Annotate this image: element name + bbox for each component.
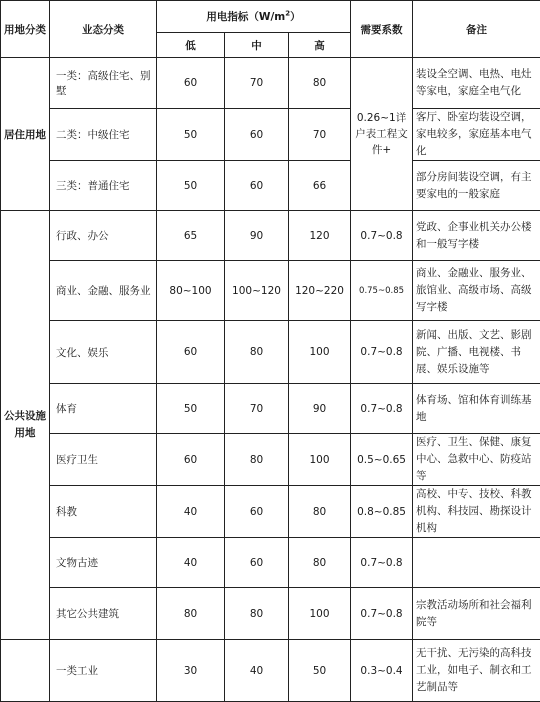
business-type: 二类：中级住宅: [50, 109, 157, 161]
value-high: 120~220: [289, 261, 351, 321]
header-business-category: 业态分类: [50, 1, 157, 58]
business-type: 体育: [50, 384, 157, 434]
value-high: 100: [289, 588, 351, 640]
header-row-1: [1, 1, 540, 33]
value-high: 70: [289, 109, 351, 161]
table-row: [1, 640, 540, 702]
remark: 体育场、馆和体育训练基地: [413, 384, 540, 434]
remark: 装设全空调、电热、电灶等家电，家庭全电气化: [413, 58, 540, 109]
table-row: [1, 109, 540, 161]
value-mid: 80: [225, 434, 289, 486]
header-demand-factor: 需要系数: [351, 1, 413, 58]
value-low: 40: [157, 538, 225, 588]
business-type: 文物古迹: [50, 538, 157, 588]
business-type: 商业、金融、服务业: [50, 261, 157, 321]
value-low: 30: [157, 640, 225, 702]
table-row: [1, 161, 540, 211]
demand-factor: 0.7~0.8: [351, 384, 413, 434]
demand-factor: 0.3~0.4: [351, 640, 413, 702]
value-high: 66: [289, 161, 351, 211]
business-type: 科教: [50, 486, 157, 538]
value-high: 80: [289, 486, 351, 538]
value-mid: 100~120: [225, 261, 289, 321]
value-mid: 70: [225, 58, 289, 109]
value-low: 80: [157, 588, 225, 640]
business-type: 一类：高级住宅、别墅: [50, 58, 157, 109]
demand-factor: 0.8~0.85: [351, 486, 413, 538]
value-low: 65: [157, 211, 225, 261]
value-mid: 80: [225, 588, 289, 640]
value-high: 80: [289, 58, 351, 109]
power-index-tail: ）: [290, 11, 301, 23]
table-row: [1, 321, 540, 384]
value-high: 90: [289, 384, 351, 434]
remark: 商业、金融业、服务业、旅馆业、高级市场、高级写字楼: [413, 261, 540, 321]
demand-factor: 0.7~0.8: [351, 588, 413, 640]
business-type: 医疗卫生: [50, 434, 157, 486]
value-low: 80~100: [157, 261, 225, 321]
value-mid: 70: [225, 384, 289, 434]
header-mid: 中: [225, 33, 289, 58]
table-row: [1, 384, 540, 434]
remark: 宗教活动场所和社会福利院等: [413, 588, 540, 640]
table-row: [1, 538, 540, 588]
value-mid: 40: [225, 640, 289, 702]
table-row: [1, 434, 540, 486]
power-index-label: 用电指标（W/m: [206, 11, 285, 23]
group-name-public: 公共设施用地: [1, 211, 50, 640]
demand-factor: 0.7~0.8: [351, 321, 413, 384]
table-row: [1, 588, 540, 640]
header-high: 高: [289, 33, 351, 58]
value-mid: 90: [225, 211, 289, 261]
business-type: 三类：普通住宅: [50, 161, 157, 211]
business-type: 一类工业: [50, 640, 157, 702]
demand-factor: 0.75~0.85: [351, 261, 413, 321]
table-row: [1, 58, 540, 109]
business-type: 其它公共建筑: [50, 588, 157, 640]
demand-factor: 0.7~0.8: [351, 538, 413, 588]
header-low: 低: [157, 33, 225, 58]
group-name-residential: 居住用地: [1, 58, 50, 211]
value-high: 80: [289, 538, 351, 588]
demand-factor-residential: 0.26~1详户表工程文件+: [351, 58, 413, 211]
value-high: 100: [289, 321, 351, 384]
demand-factor: 0.5~0.65: [351, 434, 413, 486]
remark: 客厅、卧室均装设空调，家电较多，家庭基本电气化: [413, 109, 540, 161]
power-index-unit-sup: 2: [285, 10, 290, 18]
remark: 医疗、卫生、保健、康复中心、急救中心、防疫站等: [413, 434, 540, 486]
value-mid: 60: [225, 161, 289, 211]
value-low: 60: [157, 434, 225, 486]
value-high: 120: [289, 211, 351, 261]
value-low: 60: [157, 321, 225, 384]
value-low: 60: [157, 58, 225, 109]
demand-factor: 0.7~0.8: [351, 211, 413, 261]
remark: [413, 538, 540, 588]
business-type: 文化、娱乐: [50, 321, 157, 384]
header-remarks: 备注: [413, 1, 540, 58]
header-land-category: 用地分类: [1, 1, 50, 58]
value-mid: 60: [225, 109, 289, 161]
remark: 高校、中专、技校、科教机构、科技园、勘探设计机构: [413, 486, 540, 538]
business-type: 行政、办公: [50, 211, 157, 261]
value-low: 50: [157, 384, 225, 434]
value-mid: 60: [225, 538, 289, 588]
value-low: 50: [157, 109, 225, 161]
table-row: [1, 261, 540, 321]
value-low: 40: [157, 486, 225, 538]
value-mid: 60: [225, 486, 289, 538]
value-high: 100: [289, 434, 351, 486]
remark: 无干扰、无污染的高科技工业，如电子、制衣和工艺制品等: [413, 640, 540, 702]
value-mid: 80: [225, 321, 289, 384]
value-high: 50: [289, 640, 351, 702]
table-row: [1, 486, 540, 538]
remark: 新闻、出版、文艺、影剧院、广播、电视楼、书展、娱乐设施等: [413, 321, 540, 384]
table-row: [1, 211, 540, 261]
header-power-index: [157, 1, 351, 33]
group-name-industrial: [1, 640, 50, 702]
remark: 党政、企事业机关办公楼和一般写字楼: [413, 211, 540, 261]
value-low: 50: [157, 161, 225, 211]
remark: 部分房间装设空调，有主要家电的一般家庭: [413, 161, 540, 211]
